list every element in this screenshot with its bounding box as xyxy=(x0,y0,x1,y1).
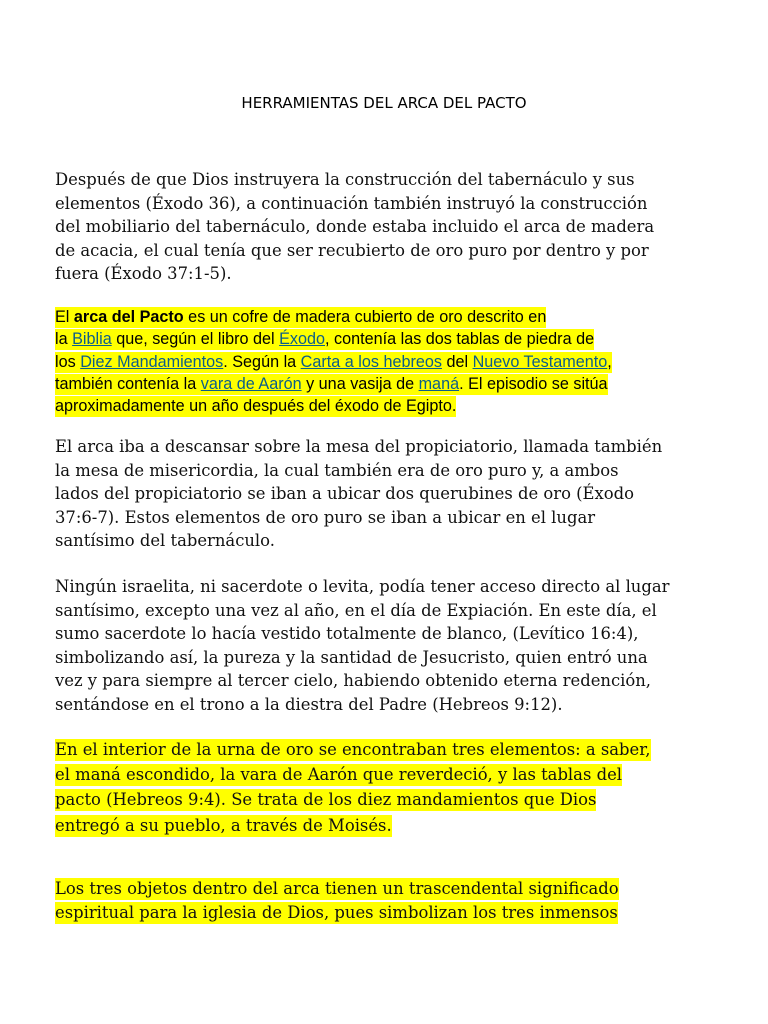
highlighted-text xyxy=(55,307,546,328)
highlighted-text: entregó a su pueblo, a través de Moisés. xyxy=(55,815,392,835)
highlighted-text: pacto (Hebreos 9:4). Se trata de los diez mandamientos que Dios xyxy=(55,790,597,810)
text-line: lados del propiciatorio se iban a ubicar dos querubines de oro (Éxodo xyxy=(55,484,634,504)
link-carta-hebreos[interactable]: Carta a los hebreos xyxy=(300,352,442,371)
paragraph-tres-objetos xyxy=(55,877,695,925)
text-line: del mobiliario del tabernáculo, donde estaba incluido el arca de madera xyxy=(55,217,655,237)
link-exodo[interactable]: Éxodo xyxy=(279,330,325,349)
text-line: sumo sacerdote lo hacía vestido totalmente de blanco, (Levítico 16:4), xyxy=(55,624,639,644)
link-nuevo-testamento[interactable]: Nuevo Testamento xyxy=(472,352,608,371)
text-line: vez y para siempre al tercer cielo, habiendo obtenido eterna redención, xyxy=(55,671,652,691)
text-run: del xyxy=(441,352,473,371)
text-line: Después de que Dios instruyera la construcción del tabernáculo y sus xyxy=(55,170,635,189)
highlighted-text xyxy=(55,329,594,350)
document-title: HERRAMIENTAS DEL ARCA DEL PACTO xyxy=(241,94,527,112)
paragraph-urna-de-oro xyxy=(55,737,695,838)
paragraph-propiciatorio xyxy=(55,435,695,553)
text-run: los xyxy=(55,352,81,371)
text-line: simbolizando así, la pureza y la santidad de Jesucristo, quien entró una xyxy=(55,647,648,667)
highlighted-text: el maná escondido, la vara de Aarón que reverdeció, y las tablas del xyxy=(55,765,623,785)
text-run: , xyxy=(607,352,612,371)
text-run: . Según la xyxy=(223,352,301,371)
highlighted-text xyxy=(55,374,608,395)
text-line: 37:6-7). Estos elementos de oro puro se iban a ubicar en el lugar xyxy=(55,507,596,527)
text-line: sentándose en el trono a la diestra del Padre (Hebreos 9:12). xyxy=(55,694,563,714)
highlighted-text: aproximadamente un año después del éxodo de Egipto. xyxy=(55,397,457,416)
text-line: elementos (Éxodo 36), a continuación también instruyó la construcción xyxy=(55,193,648,213)
text-run: la xyxy=(55,330,73,349)
highlighted-text: Los tres objetos dentro del arca tienen un trascendental significado xyxy=(55,879,619,898)
text-run: y una vasija de xyxy=(301,374,419,393)
paragraph-intro xyxy=(55,168,695,286)
text-run: , contenía las dos tablas de piedra de xyxy=(325,330,595,349)
text-line: El arca iba a descansar sobre la mesa del propiciatorio, llamada también xyxy=(55,437,663,456)
text-line: de acacia, el cual tenía que ser recubierto de oro puro por dentro y por xyxy=(55,240,649,260)
highlighted-text: espiritual para la iglesia de Dios, pues simbolizan los tres inmensos xyxy=(55,903,618,922)
bold-term: arca del Pacto xyxy=(73,308,184,326)
text-line: santísimo del tabernáculo. xyxy=(55,531,275,551)
text-run: que, según el libro del xyxy=(111,330,280,349)
text-line: Ningún israelita, ni sacerdote o levita, podía tener acceso directo al lugar xyxy=(55,577,670,596)
text-line: santísimo, excepto una vez al año, en el día de Expiación. En este día, el xyxy=(55,600,657,620)
highlighted-text xyxy=(55,352,612,373)
link-vara-de-aaron[interactable]: vara de Aarón xyxy=(200,374,302,393)
text-line: fuera (Éxodo 37:1-5). xyxy=(55,264,232,284)
paragraph-arca-definition xyxy=(55,306,705,417)
text-line: la mesa de misericordia, la cual también era de oro puro y, a ambos xyxy=(55,460,619,480)
text-run: es un cofre de madera cubierto de oro descrito en xyxy=(183,308,547,326)
link-diez-mandamientos[interactable]: Diez Mandamientos xyxy=(80,352,224,371)
link-biblia[interactable]: Biblia xyxy=(72,330,112,349)
text-run: El xyxy=(55,308,74,326)
link-mana[interactable]: maná xyxy=(418,374,460,393)
highlighted-text: En el interior de la urna de oro se encontraban tres elementos: a saber, xyxy=(55,740,651,759)
text-run: también contenía la xyxy=(55,374,201,393)
paragraph-santisimo xyxy=(55,575,695,717)
text-run: . El episodio se sitúa xyxy=(459,374,608,393)
